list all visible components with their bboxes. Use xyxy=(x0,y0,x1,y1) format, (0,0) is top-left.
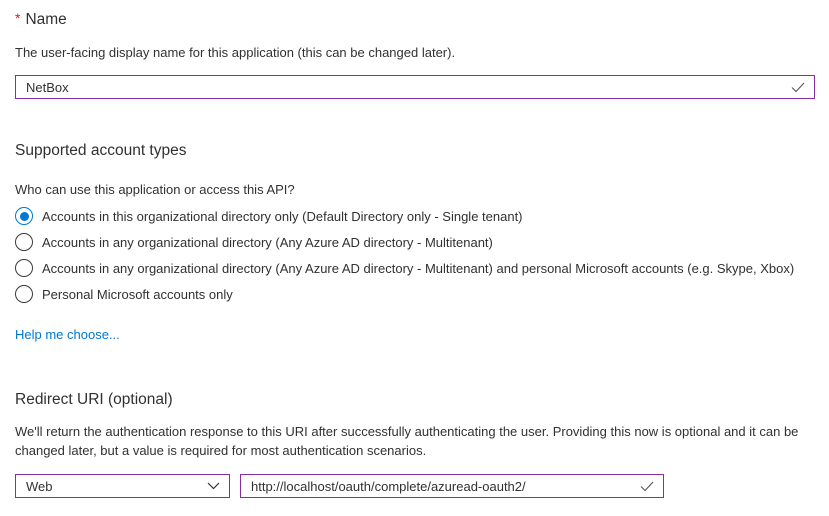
checkmark-icon xyxy=(791,82,805,93)
radio-option-label: Accounts in any organizational directory (Any Azure AD directory - Multitenant) and personal Microsoft accounts (e.g. Skype, Xbox) xyxy=(42,260,795,276)
name-section-title: Name xyxy=(25,11,67,28)
radio-option-multitenant[interactable] xyxy=(15,232,493,252)
platform-select[interactable] xyxy=(15,474,230,498)
radio-option-personal-only[interactable] xyxy=(15,284,233,304)
redirect-uri-description: We'll return the authentication response to this URI after successfully authenticating the user. Providing this now is optional and it can be changed later, but a value is required for most authentication scenarios. xyxy=(15,424,799,458)
radio-selected-icon xyxy=(15,207,33,225)
account-types-question: Who can use this application or access this API? xyxy=(15,182,295,197)
radio-unselected-icon xyxy=(15,259,33,277)
redirect-uri-input[interactable] xyxy=(241,475,640,497)
checkmark-icon xyxy=(640,481,654,492)
radio-option-single-tenant[interactable] xyxy=(15,206,523,226)
name-input[interactable] xyxy=(16,76,791,98)
radio-option-label: Personal Microsoft accounts only xyxy=(42,286,233,302)
radio-option-label: Accounts in this organizational directory only (Default Directory only - Single tenant) xyxy=(42,208,523,224)
required-asterisk: * xyxy=(15,10,21,26)
name-section-header xyxy=(15,11,67,29)
radio-unselected-icon xyxy=(15,233,33,251)
account-types-title: Supported account types xyxy=(15,142,187,159)
name-field-container xyxy=(15,75,815,99)
name-description: The user-facing display name for this application (this can be changed later). xyxy=(15,45,456,60)
platform-select-value: Web xyxy=(26,478,53,494)
redirect-uri-field-container xyxy=(240,474,664,498)
help-me-choose-link[interactable]: Help me choose... xyxy=(15,327,120,342)
chevron-down-icon xyxy=(207,482,220,490)
radio-option-multitenant-personal[interactable] xyxy=(15,258,794,278)
radio-unselected-icon xyxy=(15,285,33,303)
radio-option-label: Accounts in any organizational directory (Any Azure AD directory - Multitenant) xyxy=(42,234,493,250)
redirect-uri-title: Redirect URI (optional) xyxy=(15,391,173,408)
